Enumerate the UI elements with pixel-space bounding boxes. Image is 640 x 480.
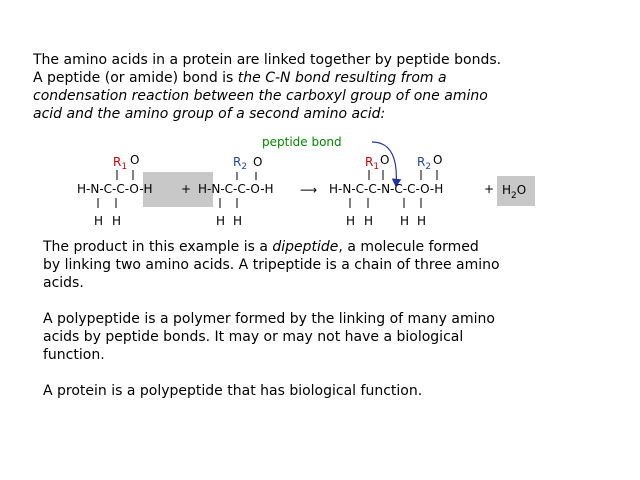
dipeptide-term: dipeptide [272,239,339,255]
product-h2: H [364,214,374,228]
product-h4: H [417,214,427,228]
water-formula: $H_2O$ [502,183,527,201]
aa1-carbonyl-o: O [130,153,140,167]
intro-line-2-plain: A peptide (or amide) bond is [33,70,238,86]
plus-sign-1: + [181,182,192,196]
aa1-chain: H-N-C-C-O-H [77,182,153,196]
product-o2: O [433,153,443,167]
product-o1: O [380,153,390,167]
protein-line-1: A protein is a polypeptide that has biological function. [43,383,423,399]
aa2-h2: H [233,214,243,228]
peptide-bond-label: peptide bond [262,135,342,149]
dipeptide-line-3: acids. [43,275,84,291]
aa2-h1: H [216,214,226,228]
intro-line-2-italic: the C-N bond resulting from a [237,70,447,86]
polypeptide-paragraph [43,310,495,364]
intro-line-1: The amino acids in a protein are linked together by peptide bonds. [33,52,502,68]
plus-sign-2: + [484,182,495,196]
dipeptide-line-2: by linking two amino acids. A tripeptide is a chain of three amino [43,257,500,273]
protein-paragraph [43,382,422,400]
aa1-r1-group: $R_1$ [113,155,128,172]
dipeptide-line-1 [43,238,500,256]
polypeptide-line-3: function. [43,347,105,363]
aa1-h2: H [112,214,122,228]
product-r1-group: $R_1$ [365,155,380,172]
dipeptide-paragraph [43,238,500,292]
polypeptide-line-1: A polypeptide is a polymer formed by the linking of many amino [43,311,495,327]
product-r2-group: $R_2$ [417,155,432,172]
aa1-h1: H [94,214,104,228]
intro-line-3: condensation reaction between the carboxyl group of one amino [33,88,488,104]
aa2-carbonyl-o: O [253,155,263,169]
aa2-chain: H-N-C-C-O-H [198,182,274,196]
reaction-arrow: ⟶ [300,183,318,197]
dipeptide-chain: H-N-C-C-N-C-C-O-H [329,182,444,196]
dipeptide-line-1-plain: The product in this example is a [43,239,273,255]
dipeptide-line-1-rest: , a molecule formed [338,239,479,255]
product-h3: H [400,214,410,228]
intro-line-4: acid and the amino group of a second amino acid: [33,106,386,122]
aa2-r2-group: $R_2$ [233,155,248,172]
product-h1: H [346,214,356,228]
polypeptide-line-2: acids by peptide bonds. It may or may not have a biological [43,329,464,345]
